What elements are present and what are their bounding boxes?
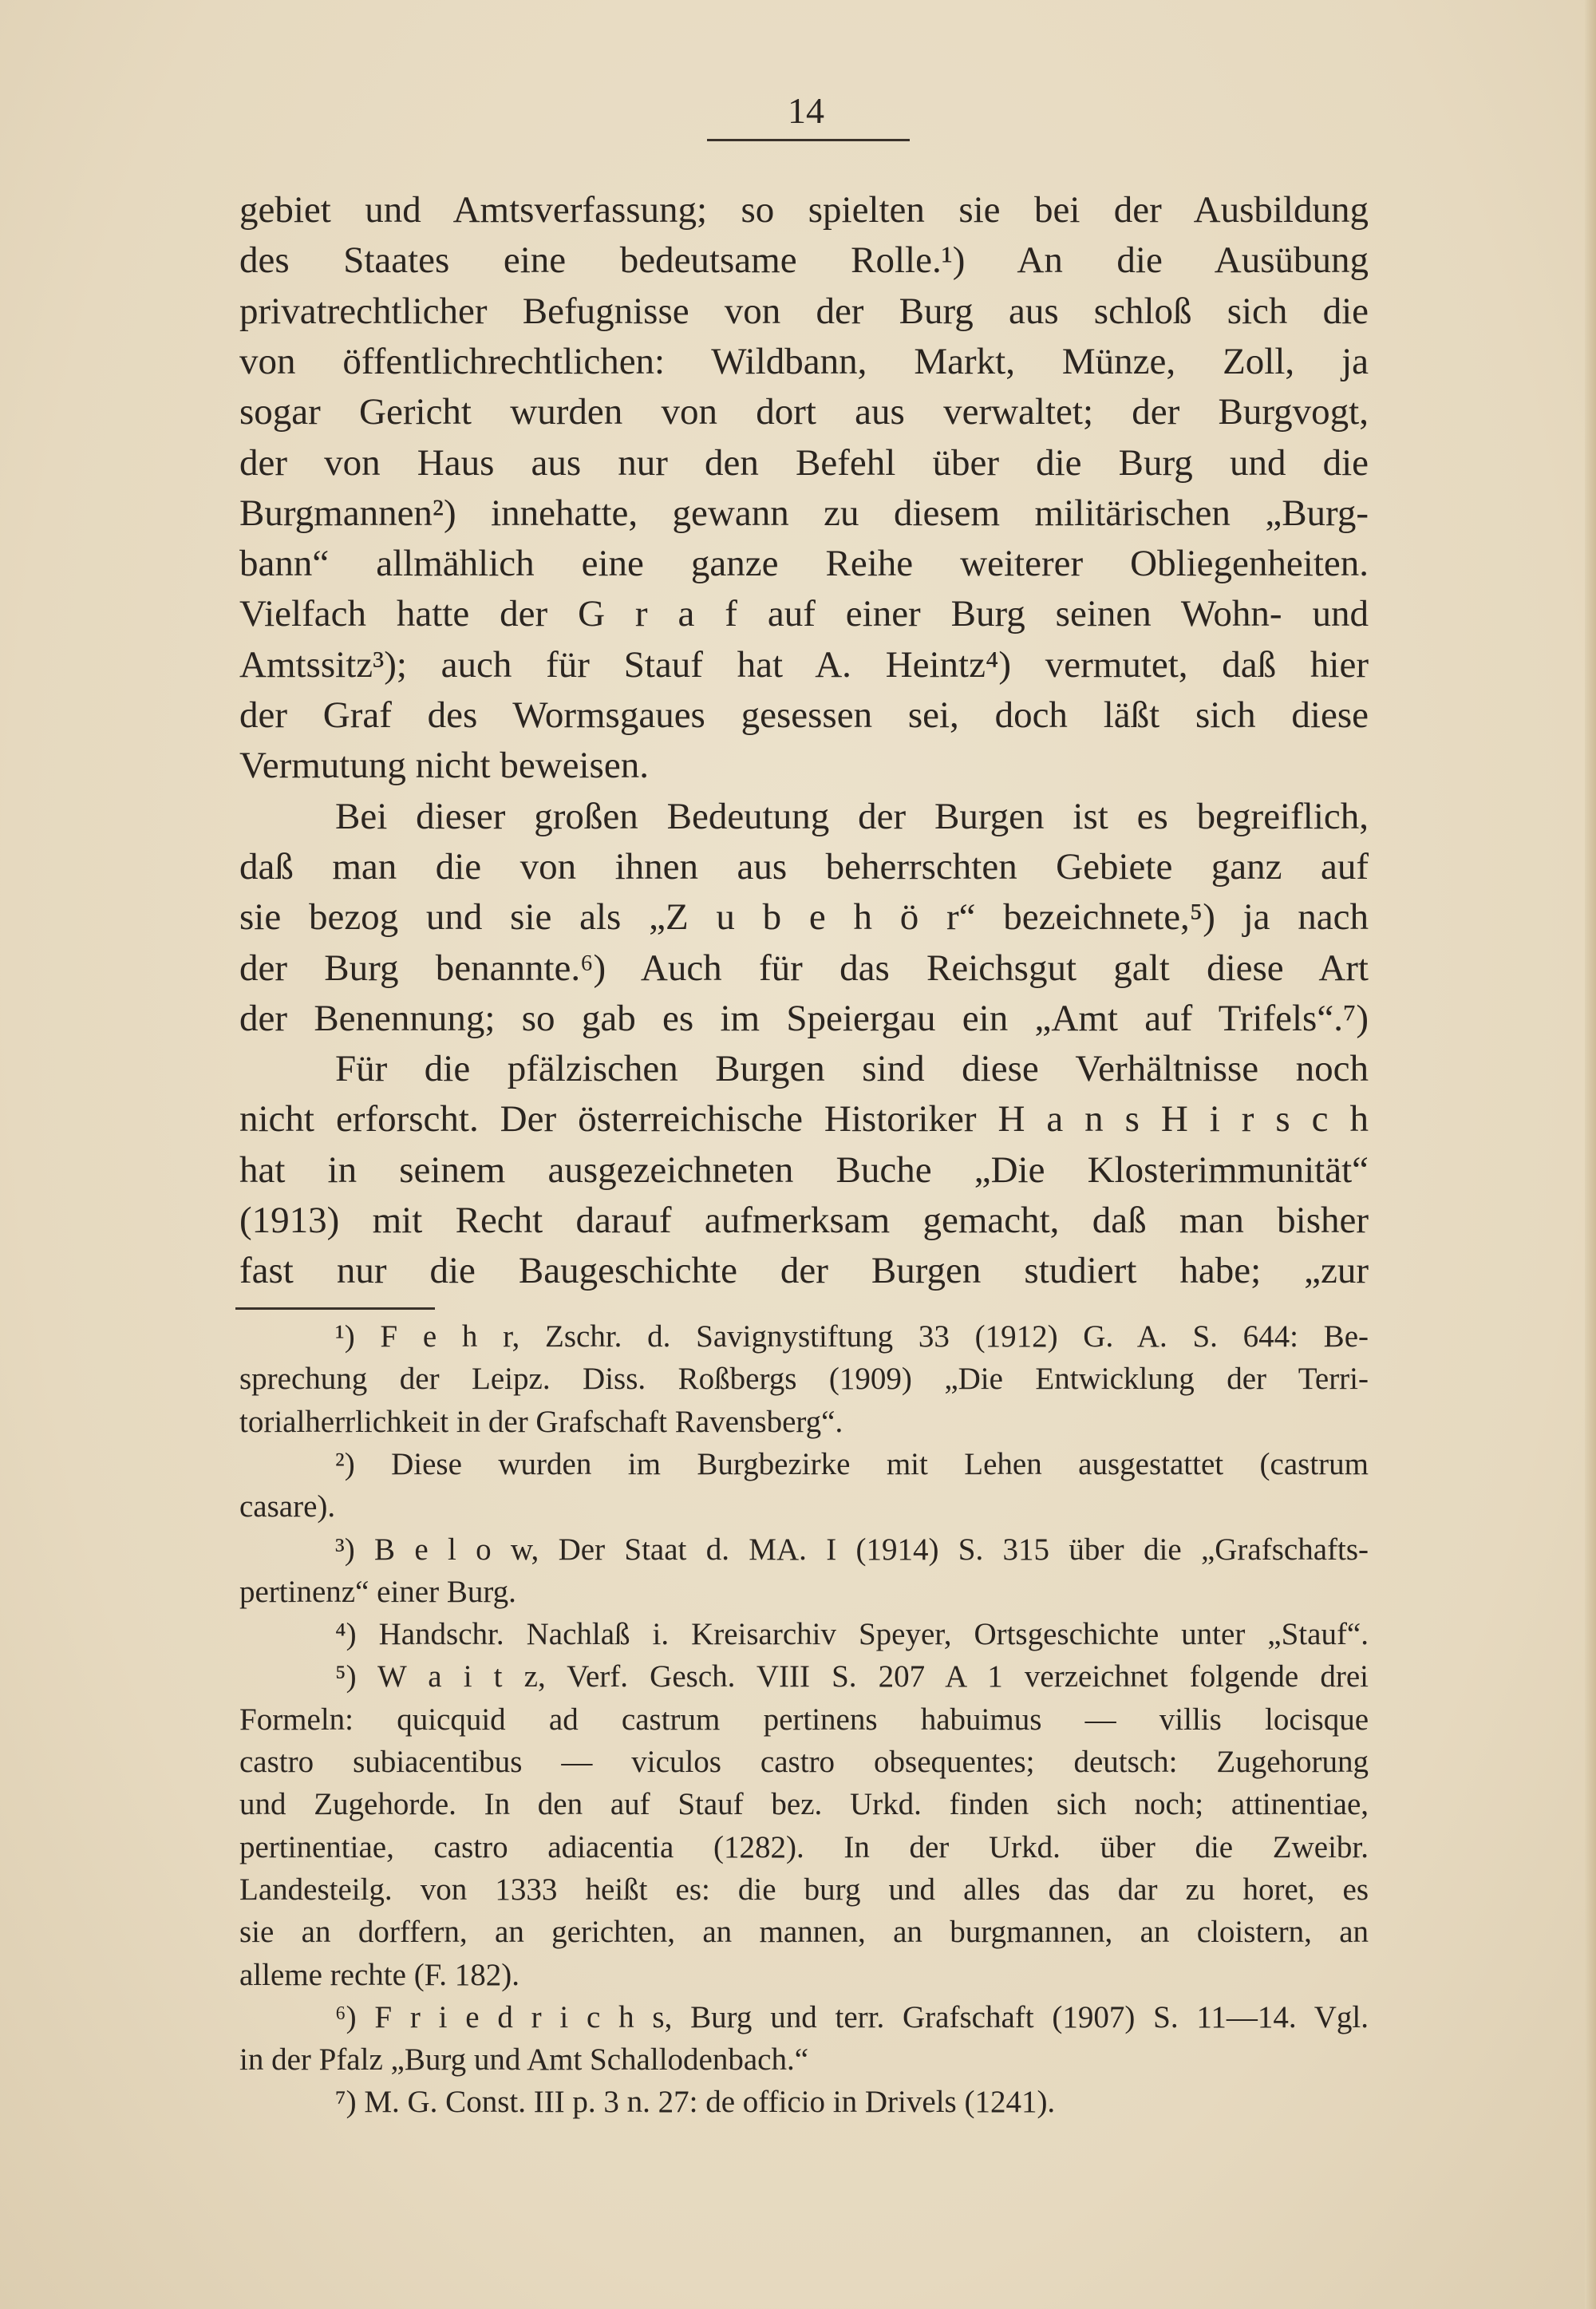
footnote-line: ⁴) Handschr. Nachlaß i. Kreisarchiv Speyer, Ortsgeschichte unter „Stauf“. [335, 1617, 1369, 1652]
body-line: der von Haus aus nur den Befehl über die Burg und die [239, 441, 1369, 484]
footnote-line: ²) Diese wurden im Burgbezirke mit Lehen ausgestattet (castrum [335, 1446, 1369, 1481]
body-line: fast nur die Baugeschichte der Burgen studiert habe; „zur [239, 1250, 1369, 1292]
page-number-rule [707, 139, 910, 141]
body-line: von öffentlichrechtlichen: Wildbann, Markt, Münze, Zoll, ja [239, 340, 1369, 382]
footnote-line: castro subiacentibus — viculos castro obsequentes; deutsch: Zugehorung [239, 1745, 1369, 1779]
footnote-line: sprechung der Leipz. Diss. Roßbergs (1909) „Die Entwicklung der Terri- [239, 1362, 1369, 1397]
body-line: nicht erforscht. Der österreichische Historiker H a n s H i r s c h [239, 1098, 1369, 1141]
body-line: Für die pfälzischen Burgen sind diese Verhältnisse noch [335, 1048, 1369, 1090]
footnote-line: ³) B e l o w, Der Staat d. MA. I (1914) S. 315 über die „Grafschafts- [335, 1532, 1369, 1567]
body-line: Burgmannen²) innehatte, gewann zu diesem militärischen „Burg- [239, 492, 1369, 534]
body-line: der Graf des Wormsgaues gesessen sei, doch läßt sich diese [239, 694, 1369, 736]
footnote-line: Landesteilg. von 1333 heißt es: die burg und alles das dar zu horet, es [239, 1872, 1369, 1907]
body-line: Bei dieser großen Bedeutung der Burgen ist es begreiflich, [335, 795, 1369, 837]
body-line: daß man die von ihnen aus beherrschten Gebiete ganz auf [239, 845, 1369, 888]
body-line: (1913) mit Recht darauf aufmerksam gemacht, daß man bisher [239, 1200, 1369, 1241]
footnote-line: sie an dorffern, an gerichten, an mannen, an burgmannen, an cloistern, an [239, 1915, 1369, 1950]
page-edge [1585, 0, 1596, 2309]
footnote-line: und Zugehorde. In den auf Stauf bez. Urkd. finden sich noch; attinentiae, [239, 1787, 1369, 1822]
body-line: des Staates eine bedeutsame Rolle.¹) An die Ausübung [239, 239, 1369, 282]
body-line: sogar Gericht wurden von dort aus verwaltet; der Burgvogt, [239, 391, 1369, 433]
footnote-line: alleme rechte (F. 182). [239, 1957, 519, 1992]
body-line: Amtssitz³); auch für Stauf hat A. Heintz⁴) vermutet, daß hier [239, 643, 1369, 686]
footnote-line: ⁵) W a i t z, Verf. Gesch. VIII S. 207 A 1 verzeichnet folgende drei [335, 1659, 1369, 1694]
page-number: 14 [788, 90, 824, 131]
footnote-line: ¹) F e h r, Zschr. d. Savignystiftung 33 (1912) G. A. S. 644: Be- [335, 1319, 1369, 1354]
body-line: der Burg benannte.⁶) Auch für das Reichsgut galt diese Art [239, 947, 1369, 989]
body-line: privatrechtlicher Befugnisse von der Burg aus schloß sich die [239, 290, 1369, 332]
body-line: Vermutung nicht beweisen. [239, 745, 649, 787]
footnote-line: in der Pfalz „Burg und Amt Schallodenbach.“ [239, 2042, 809, 2078]
body-line: sie bezog und sie als „Z u b e h ö r“ bezeichnete,⁵) ja nach [239, 896, 1369, 939]
body-line: Vielfach hatte der G r a f auf einer Burg seinen Wohn- und [239, 593, 1369, 635]
body-line: gebiet und Amtsverfassung; so spielten sie bei der Ausbildung [239, 189, 1369, 231]
footnote-line: ⁷) M. G. Const. III p. 3 n. 27: de officio in Drivels (1241). [335, 2085, 1056, 2120]
footnote-separator [235, 1307, 435, 1310]
footnote-line: pertinenz“ einer Burg. [239, 1574, 516, 1609]
footnote-line: pertinentiae, castro adiacentia (1282). In der Urkd. über die Zweibr. [239, 1829, 1369, 1864]
footnote-line: Formeln: quicquid ad castrum pertinens habuimus — villis locisque [239, 1702, 1369, 1737]
body-line: hat in seinem ausgezeichneten Buche „Die Klosterimmunität“ [239, 1149, 1369, 1191]
footnote-line: torialherrlichkeit in der Grafschaft Ravensberg“. [239, 1404, 843, 1439]
body-line: der Benennung; so gab es im Speiergau ein „Amt auf Trifels“.⁷) [239, 997, 1369, 1039]
footnote-line: casare). [239, 1489, 336, 1524]
footnote-line: ⁶) F r i e d r i c h s, Burg und terr. Grafschaft (1907) S. 11—14. Vgl. [335, 1999, 1369, 2034]
body-line: bann“ allmählich eine ganze Reihe weiterer Obliegenheiten. [239, 543, 1369, 585]
